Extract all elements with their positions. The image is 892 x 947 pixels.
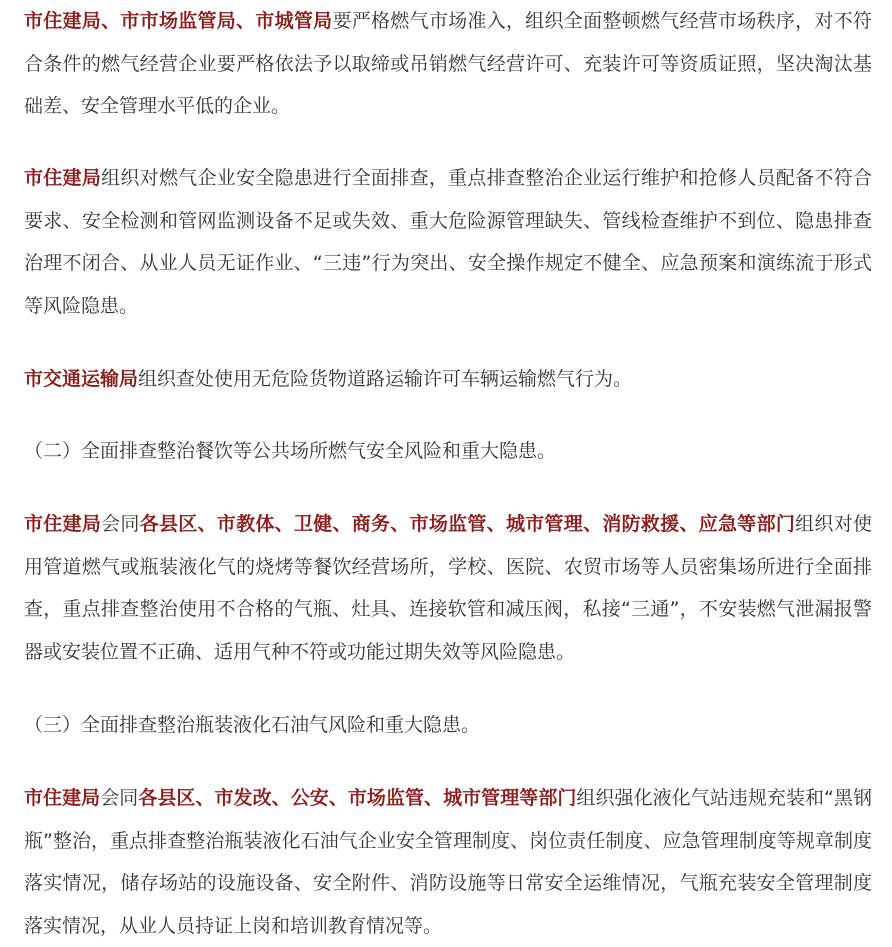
section-heading-2 bbox=[24, 430, 872, 473]
paragraph-5 bbox=[24, 503, 872, 673]
paragraph-text: 组织对燃气企业安全隐患进行全面排查，重点排查整治企业运行维护和抢修人员配备不符合要求、安全检测和管网监测设备不足或失效、重大危险源管理缺失、管线检查维护不到位、隐患排查治理不闭合、从业人员无证作业、“三违”行为突出、安全操作规定不健全、应急预案和演练流于形式等风险隐患。 bbox=[24, 167, 872, 317]
departments-highlight: 各县区、市发改、公安、市场监管、城市管理等部门 bbox=[138, 787, 577, 809]
paragraph-text: 会同 bbox=[101, 513, 140, 535]
paragraph-text: 要严格燃气市场准入，组织全面整顿燃气经营市场秩序，对不符合条件的燃气经营企业要严格依法予以取缔或吊销燃气经营许可、充装许可等资质证照，坚决淘汰基础差、安全管理水平低的企业。 bbox=[24, 10, 872, 118]
paragraph-text: 组织强化液化气站违规充装和“黑钢瓶”整治，重点排查整治瓶装液化石油气企业安全管理制度、岗位责任制度、应急管理制度等规章制度落实情况，储存场站的设施设备、安全附件、消防设施等日常安全运维情况，气瓶充装安全管理制度落实情况，从业人员持证上岗和培训教育情况等。 bbox=[24, 787, 872, 937]
section-heading-3 bbox=[24, 704, 872, 747]
paragraph-text: 组织查处使用无危险货物道路运输许可车辆运输燃气行为。 bbox=[138, 368, 633, 390]
paragraph-text: 组织对使用管道燃气或瓶装液化气的烧烤等餐饮经营场所，学校、医院、农贸市场等人员密集场所进行全面排查，重点排查整治使用不合格的气瓶、灶具、连接软管和减压阀，私接“三通”，不安装燃气泄漏报警器或安装位置不正确、适用气种不符或功能过期失效等风险隐患。 bbox=[24, 513, 872, 663]
agency-highlight: 市交通运输局 bbox=[24, 368, 139, 390]
section-heading-text: （二）全面排查整治餐饮等公共场所燃气安全风险和重大隐患。 bbox=[24, 440, 557, 462]
paragraph-1 bbox=[24, 0, 872, 128]
agency-highlight: 市住建局 bbox=[24, 513, 102, 535]
agency-highlight: 市住建局、市市场监管局、市城管局 bbox=[24, 10, 333, 32]
agency-highlight: 市住建局 bbox=[24, 167, 102, 189]
section-heading-text: （三）全面排查整治瓶装液化石油气风险和重大隐患。 bbox=[24, 714, 481, 736]
agency-highlight: 市住建局 bbox=[24, 787, 101, 809]
paragraph-2 bbox=[24, 157, 872, 327]
paragraph-3 bbox=[24, 358, 872, 401]
departments-highlight: 各县区、市教体、卫健、商务、市场监管、城市管理、消防救援、应急等部门 bbox=[139, 513, 796, 535]
paragraph-7 bbox=[24, 777, 872, 947]
paragraph-text: 会同 bbox=[100, 787, 139, 809]
